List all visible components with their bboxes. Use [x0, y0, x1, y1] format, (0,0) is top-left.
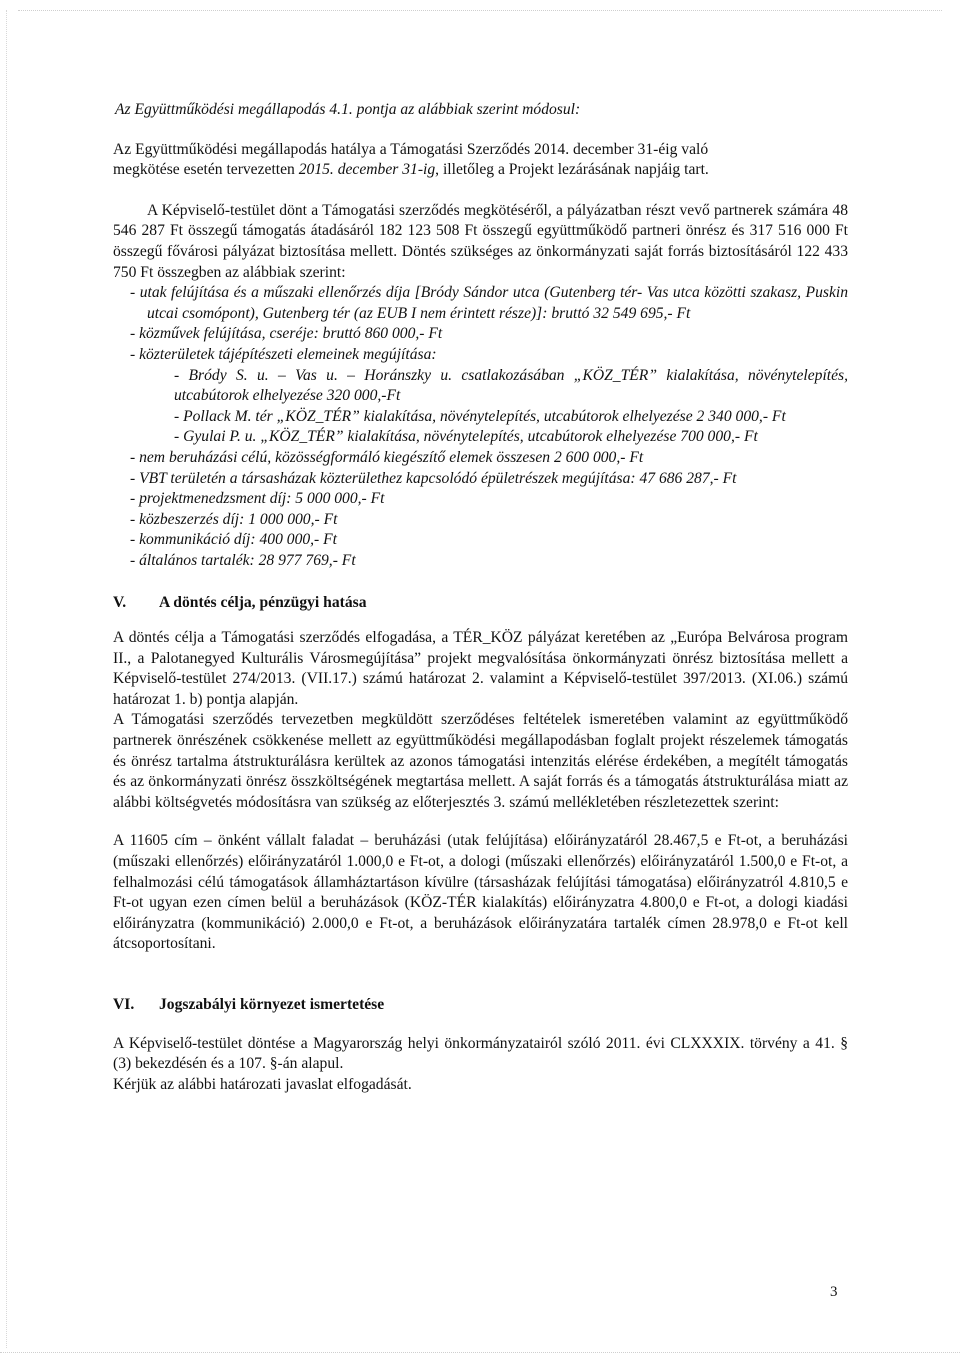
- section-6-number: VI.: [113, 995, 135, 1013]
- cost-item-roads: - utak felújítása és a műszaki ellenőrzés díja [Bródy Sándor utca (Gutenberg tér- Vas utca közötti szakasz, Puskin utcai csomópont), Gutenberg tér (az EUB I nem érintett része)]: bruttó 32 549 695,- Ft: [130, 284, 848, 322]
- scan-border-top: [18, 10, 942, 11]
- cost-item-reserve: - általános tartalék: 28 977 769,- Ft: [130, 551, 356, 569]
- amendment-line-1: Az Együttműködési megállapodás hatálya a Támogatási Szerződés 2014. december 31-éig való: [113, 140, 709, 158]
- section-5-title: A döntés célja, pénzügyi hatása: [159, 594, 367, 612]
- amendment-title: Az Együttműködési megállapodás 4.1. pontja az alábbiak szerint módosul:: [115, 101, 581, 118]
- landscape-subitem-pollack: - Pollack M. tér „KÖZ_TÉR” kialakítása, növénytelepítés, utcabútorok elhelyezése 2 340 000,- Ft: [174, 407, 786, 425]
- document-body: [113, 100, 848, 1095]
- landscape-subitem-brody: - Bródy S. u. – Vas u. – Horánszky u. csatlakozásában „KÖZ_TÉR” kialakítása, növénytelepítés, utcabútorok elhelyezése 320 000,-Ft: [174, 366, 848, 405]
- scan-border-left: [6, 10, 7, 1348]
- cost-item-pm: - projektmenedzsment díj: 5 000 000,- Ft: [130, 490, 385, 508]
- section-6-title: Jogszabályi környezet ismertetése: [159, 995, 385, 1013]
- section-5-paragraph-3: A 11605 cím – önként vállalt faladat – beruházási (utak felújítása) előirányzatáról 28.467,5 e Ft-ot, a beruházási (műszaki ellenőrzés) előirányzatáról 1.000,0 e Ft-ot, a dologi (műszaki ellenőrzés) előirányzatáról 1.500,0 e Ft-ot, a felhalmozási célú támogatások államháztartáson kívülre (társasházak felújítási támogatása) előirányzatról 4.810,5 e Ft-ot ugyan ezen címen belül a beruházások (KÖZ-TÉR kialakítás) előirányzatra 4.800,0 e Ft-ot, a dologi kiadási előirányzatra (kommunikáció) 2.000,0 e Ft-ot, a beruházások előirányzatára tartalék címen 28.978,0 e Ft-ot kell átcsoportosítani.: [113, 832, 848, 953]
- cost-item-landscape: - közterületek tájépítészeti elemeinek megújítása:: [130, 345, 437, 363]
- landscape-subitem-gyulai: - Gyulai P. u. „KÖZ_TÉR” kialakítása, növénytelepítés, utcabútorok elhelyezése 700 000,- Ft: [174, 428, 758, 446]
- cost-item-condominiums: - VBT területén a társasházak közterülethez kapcsolódó épületrészek megújítása: 47 686 287,- Ft: [130, 469, 737, 487]
- page-number: 3: [830, 1284, 838, 1300]
- section-6-paragraph-1: A Képviselő-testület döntése a Magyarország helyi önkormányzatairól szóló 2011. évi CLXXXIX. törvény a 41. § (3) bekezdésén és a 107. §-án alapul.: [113, 1034, 848, 1073]
- cost-item-procurement: - közbeszerzés díj: 1 000 000,- Ft: [130, 510, 338, 528]
- amendment-line-2: megkötése esetén tervezetten 2015. december 31-ig, illetőleg a Projekt lezárásának napjáig tart.: [113, 161, 709, 179]
- decision-paragraph: A Képviselő-testület dönt a Támogatási szerződés megkötéséről, a pályázatban részt vevő partnerek számára 48 546 287 Ft összegű támogatás átadásáról 182 123 508 Ft összegű együttműködő partneri önrész és 317 516 000 Ft összegű fővárosi pályázat biztosítása mellett. Döntés szükséges az önkormányzati saját forrás biztosításáról 122 433 750 Ft összegben az alábbiak szerint:: [113, 201, 848, 281]
- section-6-paragraph-2: Kérjük az alábbi határozati javaslat elfogadását.: [113, 1075, 412, 1093]
- cost-list: [113, 283, 848, 571]
- section-5-number: V.: [113, 594, 127, 612]
- section-5-heading: [113, 593, 848, 614]
- section-5-paragraph-1: A döntés célja a Támogatási szerződés elfogadása, a TÉR_KÖZ pályázat keretében az „Európa Belvárosa program II., a Palotanegyed Kulturális Városmegújítása” projekt megvalósítása önkormányzati önrész biztosítása mellett a Képviselő-testület 274/2013. (VII.17.) számú határozat 2. valamint a Képviselő-testület 397/2013. (XI.06.) számú határozat 1. b) pontja alapján.: [113, 629, 848, 708]
- cost-item-communication: - kommunikáció díj: 400 000,- Ft: [130, 531, 338, 549]
- amendment-date: 2015. december 31-ig: [298, 161, 436, 179]
- cost-item-utilities: - közművek felújítása, cseréje: bruttó 860 000,- Ft: [130, 325, 443, 343]
- section-6-heading: [113, 995, 848, 1016]
- scan-border-bottom: [0, 1352, 960, 1353]
- section-5-paragraph-2: A Támogatási szerződés tervezetben megküldött szerződéses feltételek ismeretében valamint az együttműködő partnerek önrészének csökkenése mellett az együttműködési megállapodásban foglalt projekt részelemek támogatás és önrész tartalma átstrukturálásra kerültek az azonos támogatási intenzitás elérése érdekében, a megítélt támogatás és az önkormányzati önrész összköltségének megtartása mellett. A saját forrás és a támogatás átstrukturálása miatt az alábbi költségvetés módosításra van szükség az előterjesztés 3. számú mellékletében részletezettek szerint:: [113, 711, 848, 811]
- cost-item-community: - nem beruházási célú, közösségformáló kiegészítő elemek összesen 2 600 000,- Ft: [130, 448, 644, 466]
